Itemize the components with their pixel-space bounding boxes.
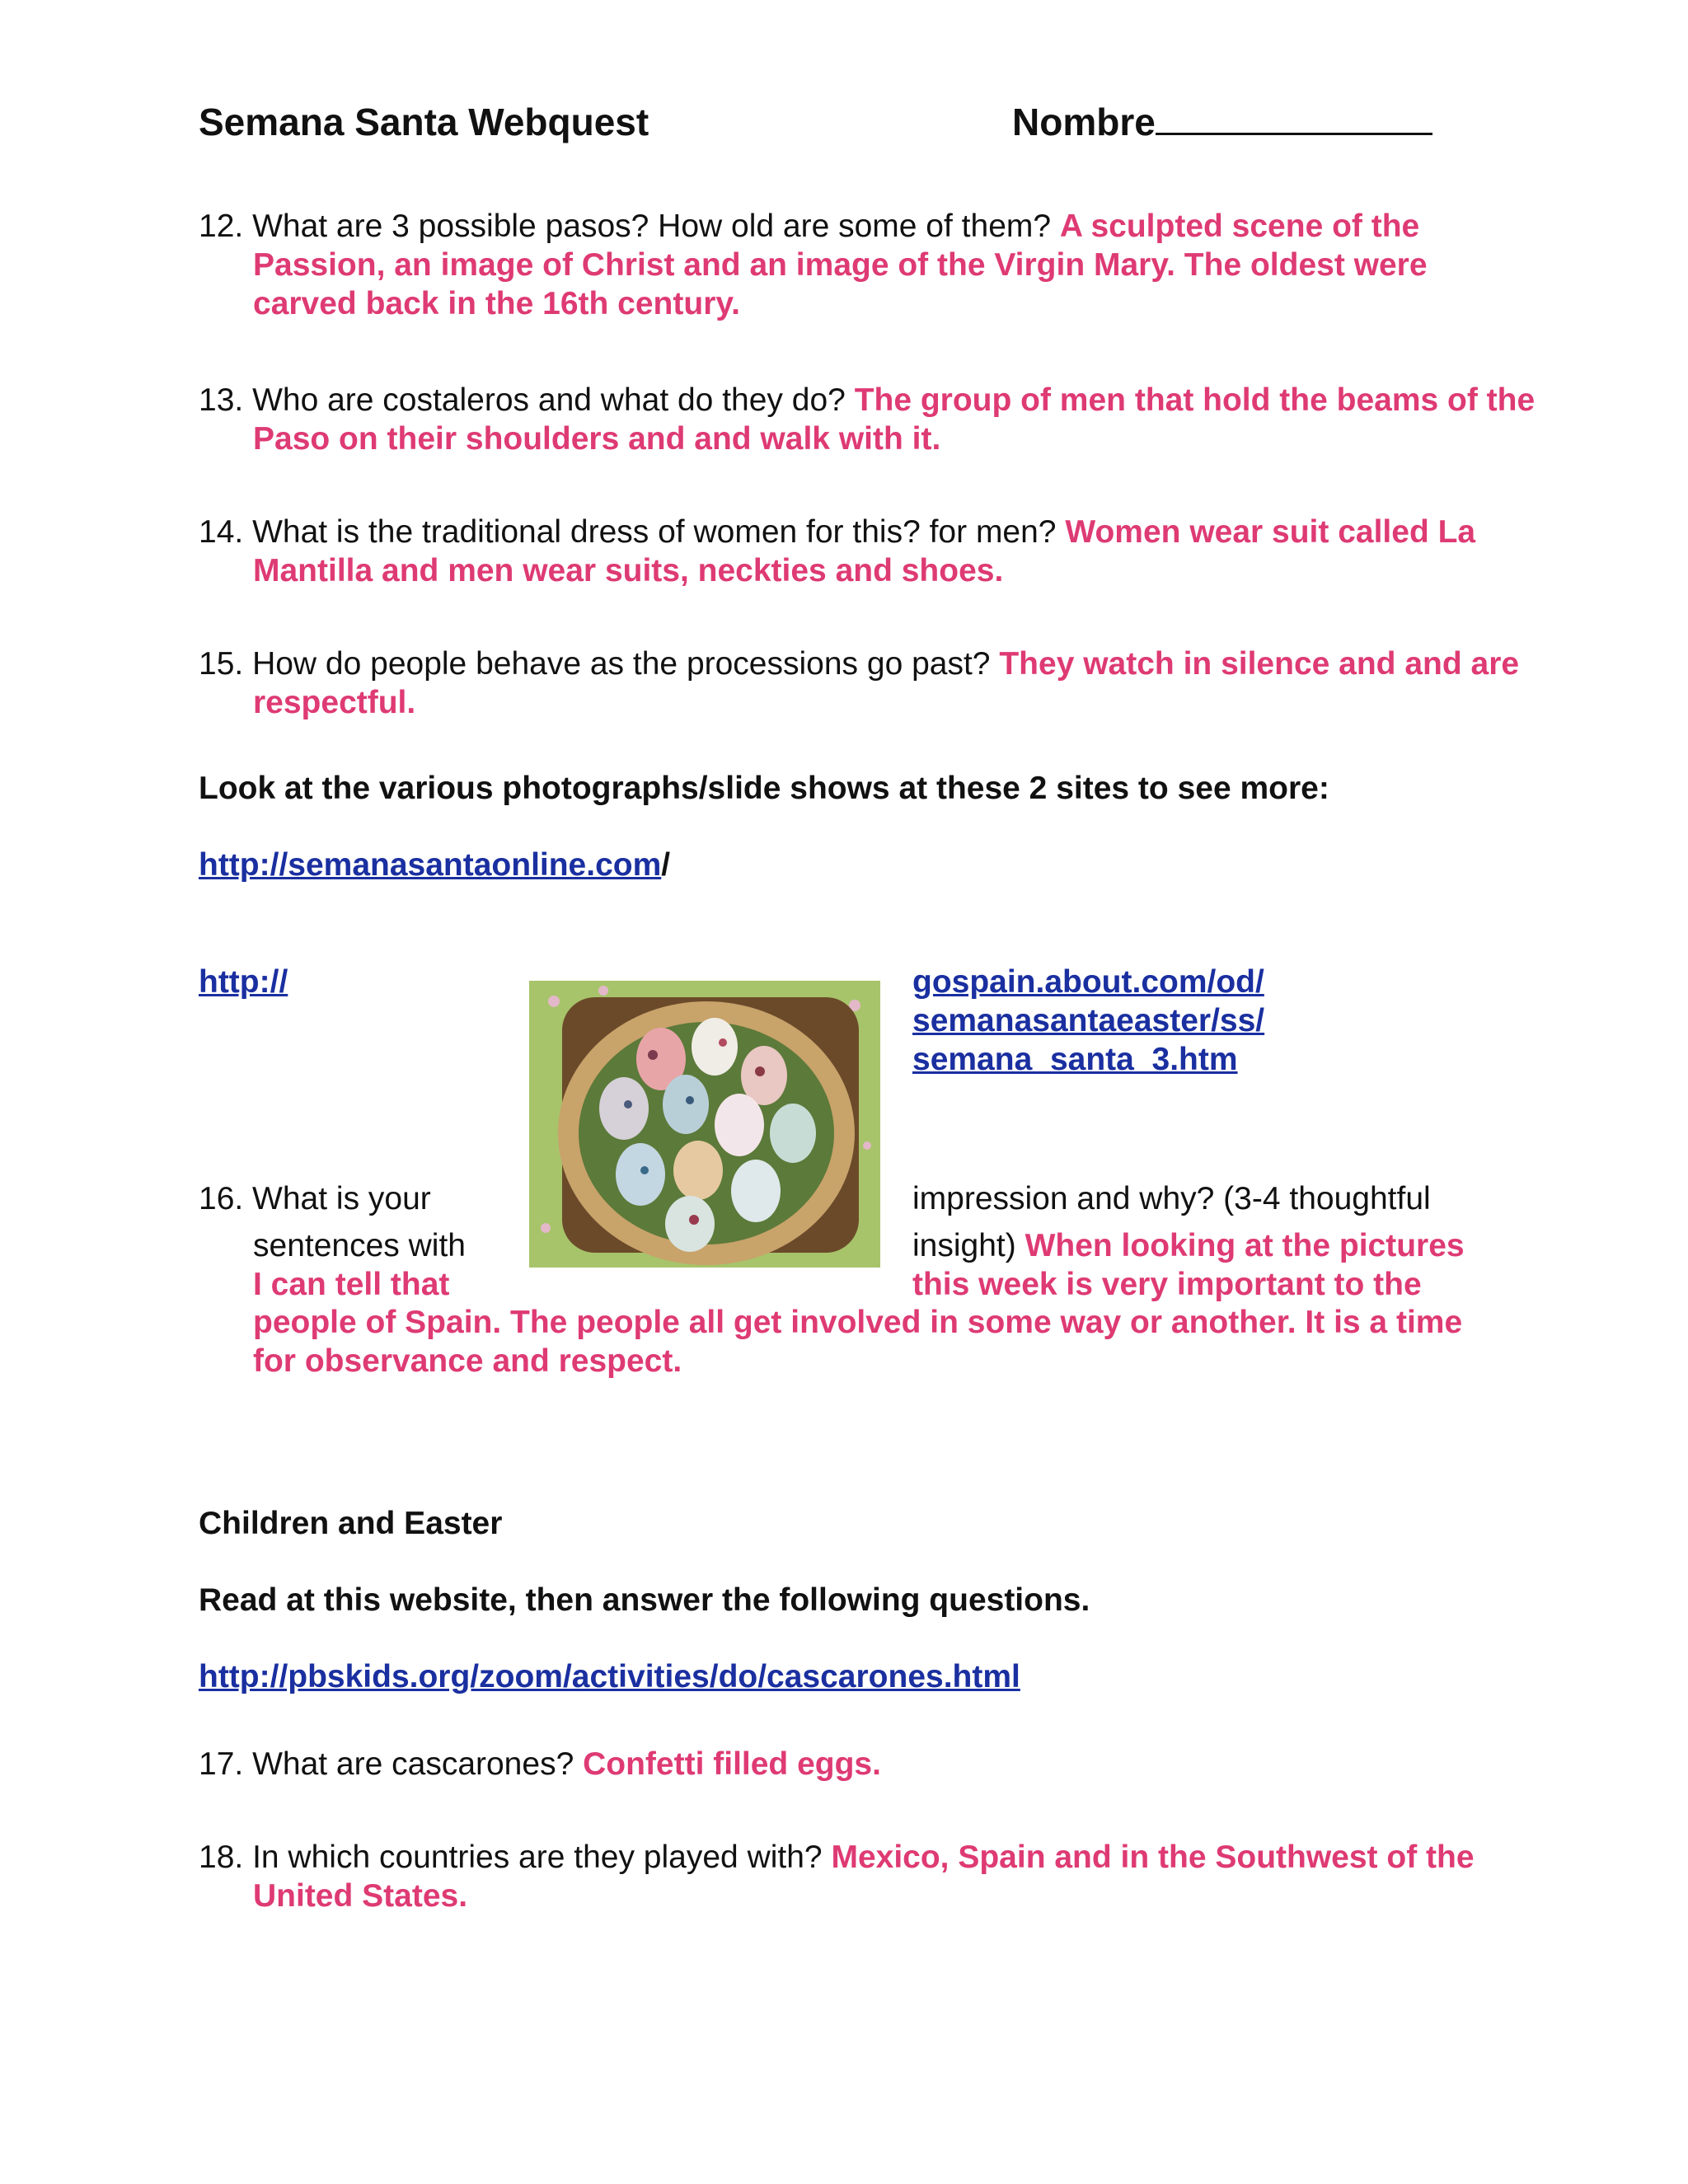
question-number: 13.: [199, 382, 244, 418]
gospain-link-line3[interactable]: semana_santa_3.htm: [912, 1042, 1238, 1077]
pbskids-link[interactable]: http://pbskids.org/zoom/activities/do/cascarones.html: [199, 1659, 1020, 1694]
easter-eggs-basket-photo: [529, 981, 880, 1268]
page-title: Semana Santa Webquest: [199, 101, 649, 143]
gospain-link-line1[interactable]: gospain.about.com/od/: [912, 964, 1264, 1000]
question-16-insight: insight): [912, 1228, 1016, 1263]
answer-16-rest: people of Spain. The people all get involved in some way or another. It is a time for observance and respect.: [253, 1305, 1463, 1379]
question-16-line1-right: impression and why? (3-4 thoughtful: [912, 1181, 1431, 1216]
photos-instruction: Look at the various photographs/slide shows at these 2 sites to see more:: [199, 771, 1329, 806]
answer-16-start: When looking at the pictures: [1025, 1228, 1465, 1263]
gospain-link-line2[interactable]: semanasantaeaster/ss/: [912, 1003, 1265, 1038]
easter-eggs-image: [529, 981, 880, 1268]
answer-text: Women wear suit called La Mantilla and men wear suits, neckties and shoes.: [253, 514, 1476, 588]
gospain-link-continued: [912, 963, 1264, 1079]
question-text: Who are costaleros and what do they do?: [252, 382, 846, 418]
question-number: 15.: [199, 646, 244, 682]
question-text: How do people behave as the processions go past?: [252, 646, 991, 682]
question-number: 12.: [199, 209, 244, 244]
question-16-line2-left: sentences with: [253, 1228, 466, 1263]
answer-text: They watch in silence and and are respectful.: [253, 646, 1520, 720]
question-text: What are 3 possible pasos? How old are some of them?: [252, 209, 1052, 244]
question-text: What are cascarones?: [252, 1746, 574, 1782]
question-15: [199, 644, 1539, 722]
answer-16-right: this week is very important to the: [912, 1267, 1422, 1302]
question-text: In which countries are they played with?: [252, 1840, 823, 1875]
answer-text: Mexico, Spain and in the Southwest of the United States.: [253, 1840, 1475, 1914]
answer-text: Confetti filled eggs.: [583, 1746, 881, 1782]
question-number: 17.: [199, 1746, 244, 1782]
question-number: 14.: [199, 514, 244, 550]
answer-text: A sculpted scene of the Passion, an image of Christ and an image of the Virgin Mary. The oldest were carved back in the 16th century.: [253, 209, 1428, 321]
question-13: [199, 381, 1539, 458]
question-18: [199, 1838, 1539, 1915]
name-label: Nombre: [1012, 101, 1156, 143]
link1-row: [199, 846, 670, 884]
question-17: [199, 1745, 1539, 1783]
question-16-line1-left: 16. What is your: [199, 1181, 431, 1216]
name-blank-line: [1156, 100, 1432, 135]
name-field: [1012, 99, 1432, 145]
semanasanta-link[interactable]: http://semanasantaonline.com: [199, 847, 662, 883]
question-16-line2-right: [912, 1226, 1465, 1265]
section-heading: Children and Easter: [199, 1506, 503, 1541]
question-14: [199, 513, 1539, 590]
link1-suffix: /: [661, 847, 671, 883]
question-number: 18.: [199, 1840, 244, 1875]
gospain-link-start[interactable]: http://: [199, 964, 288, 1000]
answer-text: The group of men that hold the beams of the Paso on their shoulders and and walk with it.: [253, 382, 1536, 457]
question-text: What is the traditional dress of women for this? for men?: [252, 514, 1057, 550]
question-12: [199, 207, 1539, 323]
answer-16-left: I can tell that: [253, 1267, 450, 1302]
section-instruction: Read at this website, then answer the following questions.: [199, 1582, 1090, 1618]
